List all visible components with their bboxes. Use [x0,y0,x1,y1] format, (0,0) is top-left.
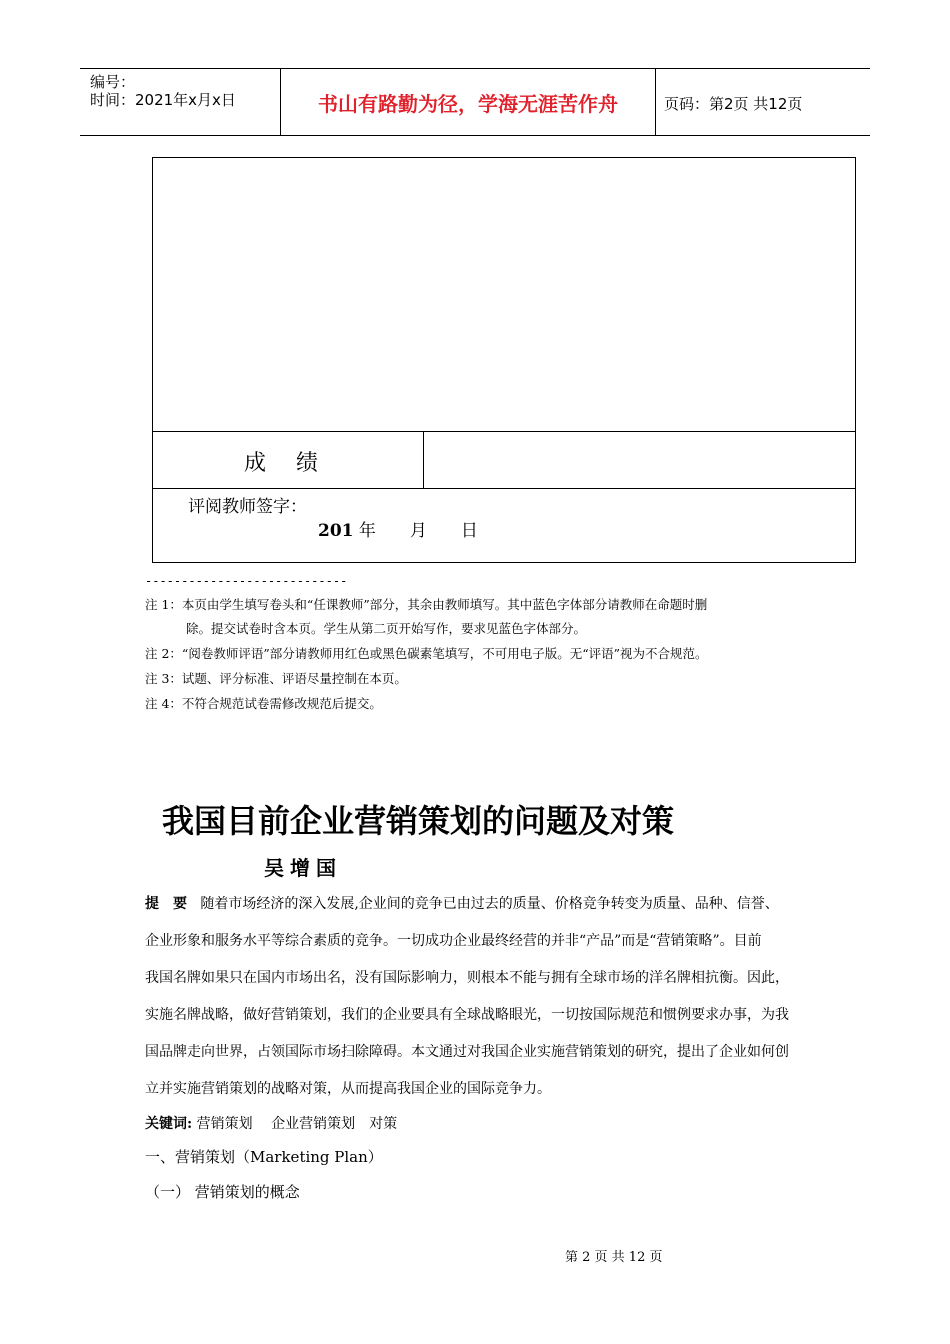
abstract-label: 提 要 [145,896,187,912]
section-heading-1-1: （一） 营销策划的概念 [145,1183,300,1201]
keywords-value: 营销策划 企业营销策划 对策 [196,1116,398,1132]
article-author: 吴增国 [264,856,342,880]
abstract-line-2: 企业形象和服务水平等综合素质的竞争。一切成功企业最终经营的并非“产品”而是“营销策略”。目前 [145,933,762,949]
abstract-line-4: 实施名牌战略，做好营销策划，我们的企业要具有全球战略眼光，一切按国际规范和惯例要求办事，为我 [145,1007,789,1023]
header-top-rule [80,68,870,69]
note-3: 注 3：试题、评分标准、评语尽量控制在本页。 [145,671,407,686]
article-title: 我国目前企业营销策划的问题及对策 [162,802,675,840]
note-1-line-1: 注 1：本页由学生填写卷头和“任课教师”部分，其余由教师填写。其中蓝色字体部分请教师在命题时删 [145,597,708,612]
note-2: 注 2：“阅卷教师评语”部分请教师用红色或黑色碳素笔填写，不可用电子版。无“评语”视为不合规范。 [145,646,708,661]
section-heading-1: 一、营销策划（Marketing Plan） [145,1148,383,1166]
header-page-label: 页码：第2页 共12页 [664,95,803,113]
page-footer: 第 2 页 共 12 页 [565,1250,663,1265]
abstract-line-6: 立并实施营销策划的战略对策，从而提高我国企业的国际竞争力。 [145,1081,551,1097]
grading-box-rule-2 [152,488,856,489]
header-bottom-rule [80,135,870,136]
keywords-label: 关键词: [145,1116,193,1132]
signature-date [318,516,478,541]
header-time-label: 时间：2021年x月x日 [90,91,236,109]
keywords-line [145,1113,397,1133]
abstract-line-5: 国品牌走向世界，占领国际市场扫除障碍。本文通过对我国企业实施营销策划的研究，提出了企业如何创 [145,1044,789,1060]
signature-label: 评阅教师签字： [188,497,307,517]
notes-separator: ---------------------------- [145,574,348,588]
date-rest: 年 月 日 [358,521,478,541]
date-year: 201 [318,521,354,541]
abstract-text-1: 随着市场经济的深入发展,企业间的竞争已由过去的质量、价格竞争转变为质量、品种、信誉、 [200,896,779,912]
header-number-label: 编号： [90,73,136,91]
abstract-line-3: 我国名牌如果只在国内市场出名，没有国际影响力，则根本不能与拥有全球市场的洋名牌相抗衡。因此， [145,970,789,986]
grading-box-divider [423,431,424,489]
note-4: 注 4：不符合规范试卷需修改规范后提交。 [145,696,382,711]
abstract-line-1 [145,893,779,913]
grading-box-rule-1 [152,431,856,432]
header-motto: 书山有路勤为径，学海无涯苦作舟 [318,92,618,116]
note-1-line-2: 除。提交试卷时含本页。学生从第二页开始写作，要求见蓝色字体部分。 [186,621,587,636]
grade-label: 成绩 [244,451,349,476]
header-divider-right [655,68,656,136]
